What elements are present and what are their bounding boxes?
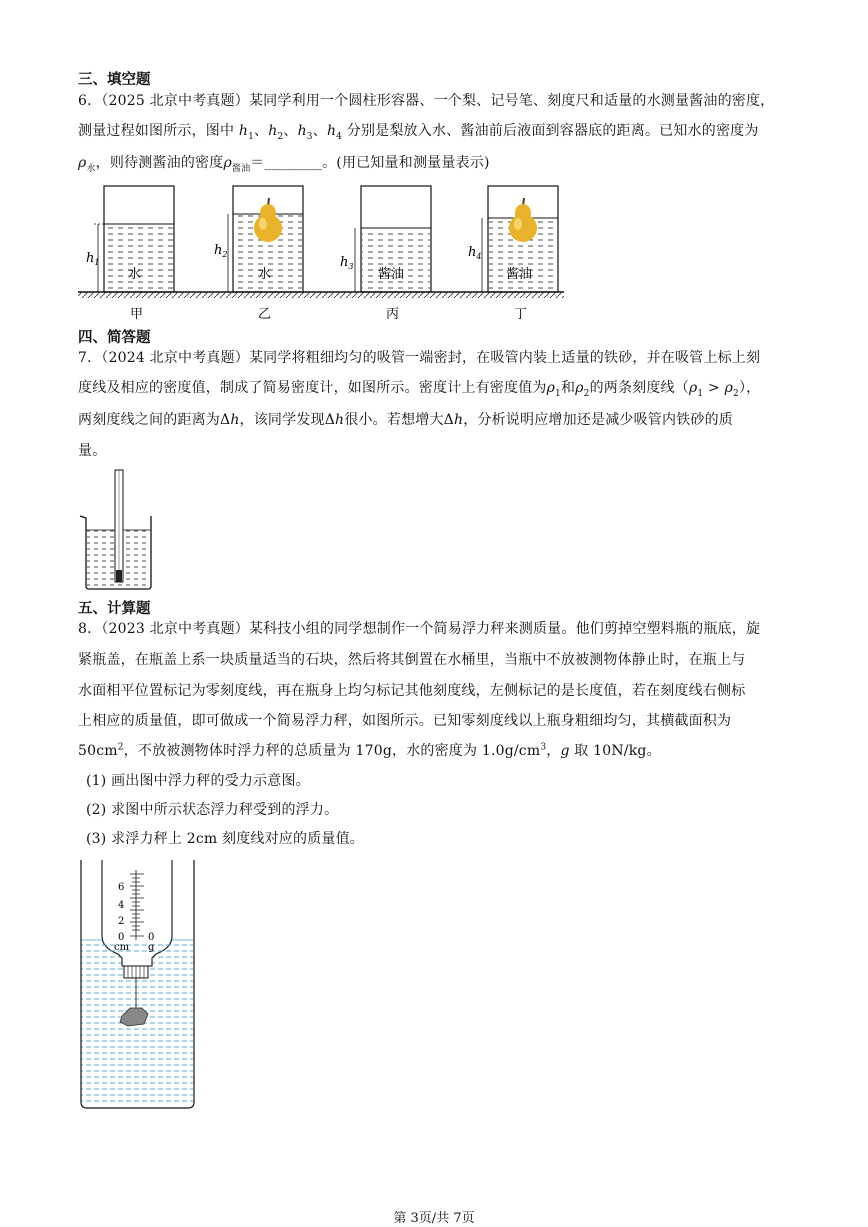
rho-soy-sub: 酱油: [231, 163, 251, 174]
h4-label: $h_4$: [468, 245, 482, 261]
pear-icon: [509, 198, 537, 242]
section-heading-short-answer: 四、简答题: [78, 330, 151, 346]
page-footer: 第 3页/共 7页: [393, 1211, 475, 1226]
container-ding: [468, 186, 558, 292]
q7-line-3b: ，该同学发现Δ: [239, 412, 336, 428]
q8-sub-2: (2) 求图中所示状态浮力秤受到的浮力。: [86, 802, 339, 818]
q6-line-2b: 分别是梨放入水、酱油前后液面到容器底的距离。已知水的密度为: [346, 123, 759, 139]
container-jia: [86, 186, 174, 292]
q6-line-3: $\rho_水$，则待测酱油的密度$\rho_{酱油}=\_\_\_\_\_\_\_\_$。(用已知量和测量量表示): [78, 155, 490, 174]
q8-line-2: 紧瓶盖，在瓶盖上系一块质量适当的石块，然后将其倒置在水桶里，当瓶中不放被测物体静止时，在瓶上与: [78, 652, 746, 668]
caption-4: 丁: [514, 307, 528, 322]
caption-1: 甲: [130, 307, 144, 322]
q8-line-5a: 50cm: [78, 743, 118, 759]
q6-line-2a: 测量过程如图所示，图中: [78, 123, 235, 139]
q6-line-3b: ＝________。(用已知量和测量量表示): [250, 155, 490, 171]
q6-line-1: 6．（2025 北京中考真题）某同学利用一个圆柱形容器、一个梨、记号笔、刻度尺和适量的水测量酱油的密度，: [78, 93, 775, 109]
caption-2: 乙: [258, 307, 272, 322]
q7-line-2c: 的两条刻度线（: [589, 380, 689, 396]
q7-figure: [78, 468, 168, 592]
h3-label: $h_3$: [340, 255, 354, 271]
q6-line-2: 测量过程如图所示，图中 $h_1$、$h_2$、$h_3$、$h_4$ 分别是梨放入水、酱油前后液面到容器底的距离。已知水的密度为: [78, 123, 759, 142]
q7-line-3c: 很小。若想增大Δ: [344, 412, 454, 428]
h1-label: $h_1$: [86, 251, 100, 267]
container-yi: [214, 186, 303, 292]
q6-line-3a: ，则待测酱油的密度: [95, 155, 224, 171]
q7-line-4: 量。: [78, 443, 107, 459]
tick-4: 4: [118, 900, 125, 911]
pear-icon: [254, 198, 282, 242]
q7-line-2b: 和: [560, 380, 576, 396]
q8-line-5b: ，不放被测物体时浮力秤的总质量为 170g，水的密度为 1.0g/cm: [123, 743, 541, 759]
h2-label: $h_2$: [214, 243, 228, 259]
liquid-label-3: 酱油: [378, 267, 405, 282]
liquid-label-2: 水: [258, 267, 272, 282]
section-heading-calculation: 五、计算题: [78, 601, 151, 617]
caption-3: 丙: [386, 307, 400, 322]
scale-g-label: g: [148, 942, 155, 953]
q8-sub-3: (3) 求浮力秤上 2cm 刻度线对应的质量值。: [86, 831, 365, 847]
q8-line-4: 上相应的质量值，即可做成一个简易浮力秤，如图所示。已知零刻度线以上瓶身粗细均匀，其横截面积为: [78, 713, 732, 729]
q8-line-5d: 取 10N/kg。: [574, 743, 661, 759]
q8-sub-1: (1) 画出图中浮力秤的受力示意图。: [86, 773, 310, 789]
scale-cm-label: cm: [114, 942, 130, 953]
container-bing: [340, 186, 431, 292]
section-heading-fill-blank: 三、填空题: [78, 72, 151, 88]
q7-line-1: 7．（2024 北京中考真题）某同学将粗细均匀的吸管一端密封，在吸管内装上适量的铁砂，并在吸管上标上刻: [78, 350, 761, 366]
q7-line-2: 度线及相应的密度值，制成了简易密度计，如图所示。密度计上有密度值为$\rho_1$和$\rho_2$的两条刻度线$(\rho_1 > \rho_2)$，: [78, 380, 761, 399]
q6-figure: [78, 182, 568, 322]
q8-line-5c: ，: [546, 743, 561, 759]
liquid-label-4: 酱油: [506, 267, 533, 282]
q7-line-2d: ），: [738, 380, 761, 396]
q7-line-3: 两刻度线之间的距离为Δh，该同学发现Δh很小。若想增大Δh，分析说明应增加还是减少吸管内铁砂的质: [78, 412, 734, 428]
q8-line-1: 8．（2023 北京中考真题）某科技小组的同学想制作一个简易浮力秤来测质量。他们剪掉空塑料瓶的瓶底，旋: [78, 621, 761, 637]
tick-6: 6: [118, 882, 125, 893]
q7-line-2a: 度线及相应的密度值，制成了简易密度计，如图所示。密度计上有密度值为: [78, 380, 547, 396]
q8-line-3: 水面相平位置标记为零刻度线，再在瓶身上均匀标记其他刻度线，左侧标记的是长度值，若在刻度线右侧标: [78, 683, 746, 699]
q7-line-3d: ，分析说明应增加还是减少吸管内铁砂的质: [463, 412, 734, 428]
scale-g-zero: 0: [148, 932, 155, 943]
tick-0: 0: [118, 932, 125, 943]
q7-line-3a: 两刻度线之间的距离为Δ: [78, 412, 231, 428]
tick-2: 2: [118, 916, 125, 927]
rho-water-sub: 水: [86, 163, 96, 174]
q8-line-5: $50cm^2$，不放被测物体时浮力秤的总质量为 170g，水的密度为 $1.0g/cm^3$，g 取 10N/kg。: [78, 742, 661, 759]
q8-figure: [78, 858, 198, 1112]
liquid-label-1: 水: [128, 267, 142, 282]
